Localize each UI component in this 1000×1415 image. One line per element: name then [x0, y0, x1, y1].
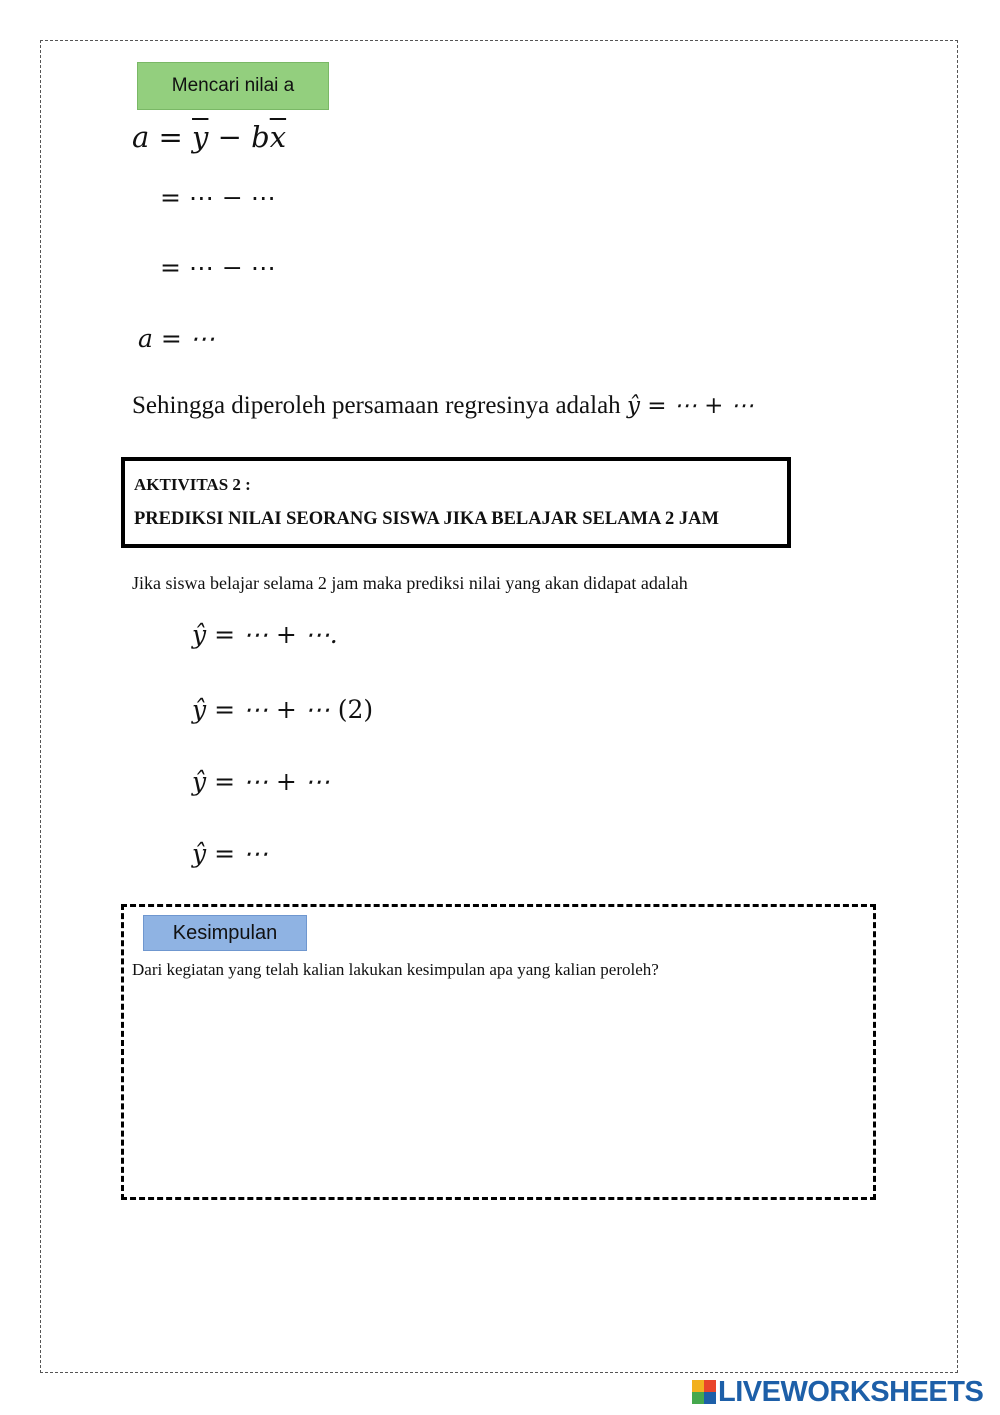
- liveworksheets-watermark: [692, 1375, 983, 1409]
- logo-cell: [692, 1380, 704, 1392]
- prediction-question: Jika siswa belajar selama 2 jam maka prediksi nilai yang akan didapat adalah: [132, 573, 688, 593]
- logo-cell: [692, 1392, 704, 1404]
- regression-equation[interactable]: ŷ = ⋯ + ⋯: [626, 393, 754, 419]
- activity-box: [121, 457, 791, 548]
- prediction-line-3[interactable]: ŷ = ⋯ + ⋯: [192, 767, 330, 796]
- result-a[interactable]: a = ⋯: [138, 324, 215, 353]
- formula-lhs: a =: [132, 120, 193, 154]
- find-a-label: Mencari nilai a: [137, 62, 329, 110]
- prediction-line-2[interactable]: [192, 695, 373, 724]
- regression-statement: [132, 392, 754, 420]
- prediction-line-4[interactable]: ŷ = ⋯: [192, 839, 268, 868]
- prediction-line-2-arg: (2): [337, 695, 374, 724]
- regression-text: Sehingga diperoleh persamaan regresinya adalah: [132, 392, 621, 419]
- prediction-line-2-math: ŷ = ⋯ + ⋯: [192, 695, 338, 724]
- conclusion-label: Kesimpulan: [143, 915, 307, 951]
- conclusion-prompt: Dari kegiatan yang telah kalian lakukan kesimpulan apa yang kalian peroleh?: [132, 960, 659, 979]
- prediction-line-1[interactable]: ŷ = ⋯ + ⋯.: [192, 620, 338, 649]
- logo-cell: [704, 1392, 716, 1404]
- liveworksheets-logo-icon: [692, 1380, 716, 1404]
- formula-minus-b: − b: [208, 120, 270, 154]
- step-2[interactable]: = ⋯ − ⋯: [160, 253, 276, 282]
- step-1[interactable]: = ⋯ − ⋯: [160, 183, 276, 212]
- y-bar: $\overline{y}$: [192, 120, 209, 154]
- activity-subtitle: PREDIKSI NILAI SEORANG SISWA JIKA BELAJAR SELAMA 2 JAM: [134, 509, 719, 529]
- activity-title: AKTIVITAS 2 :: [134, 475, 251, 494]
- logo-cell: [704, 1380, 716, 1392]
- formula-a: [132, 120, 286, 154]
- watermark-text: LIVEWORKSHEETS: [718, 1375, 984, 1408]
- x-bar: $\overline{x}$: [269, 120, 287, 154]
